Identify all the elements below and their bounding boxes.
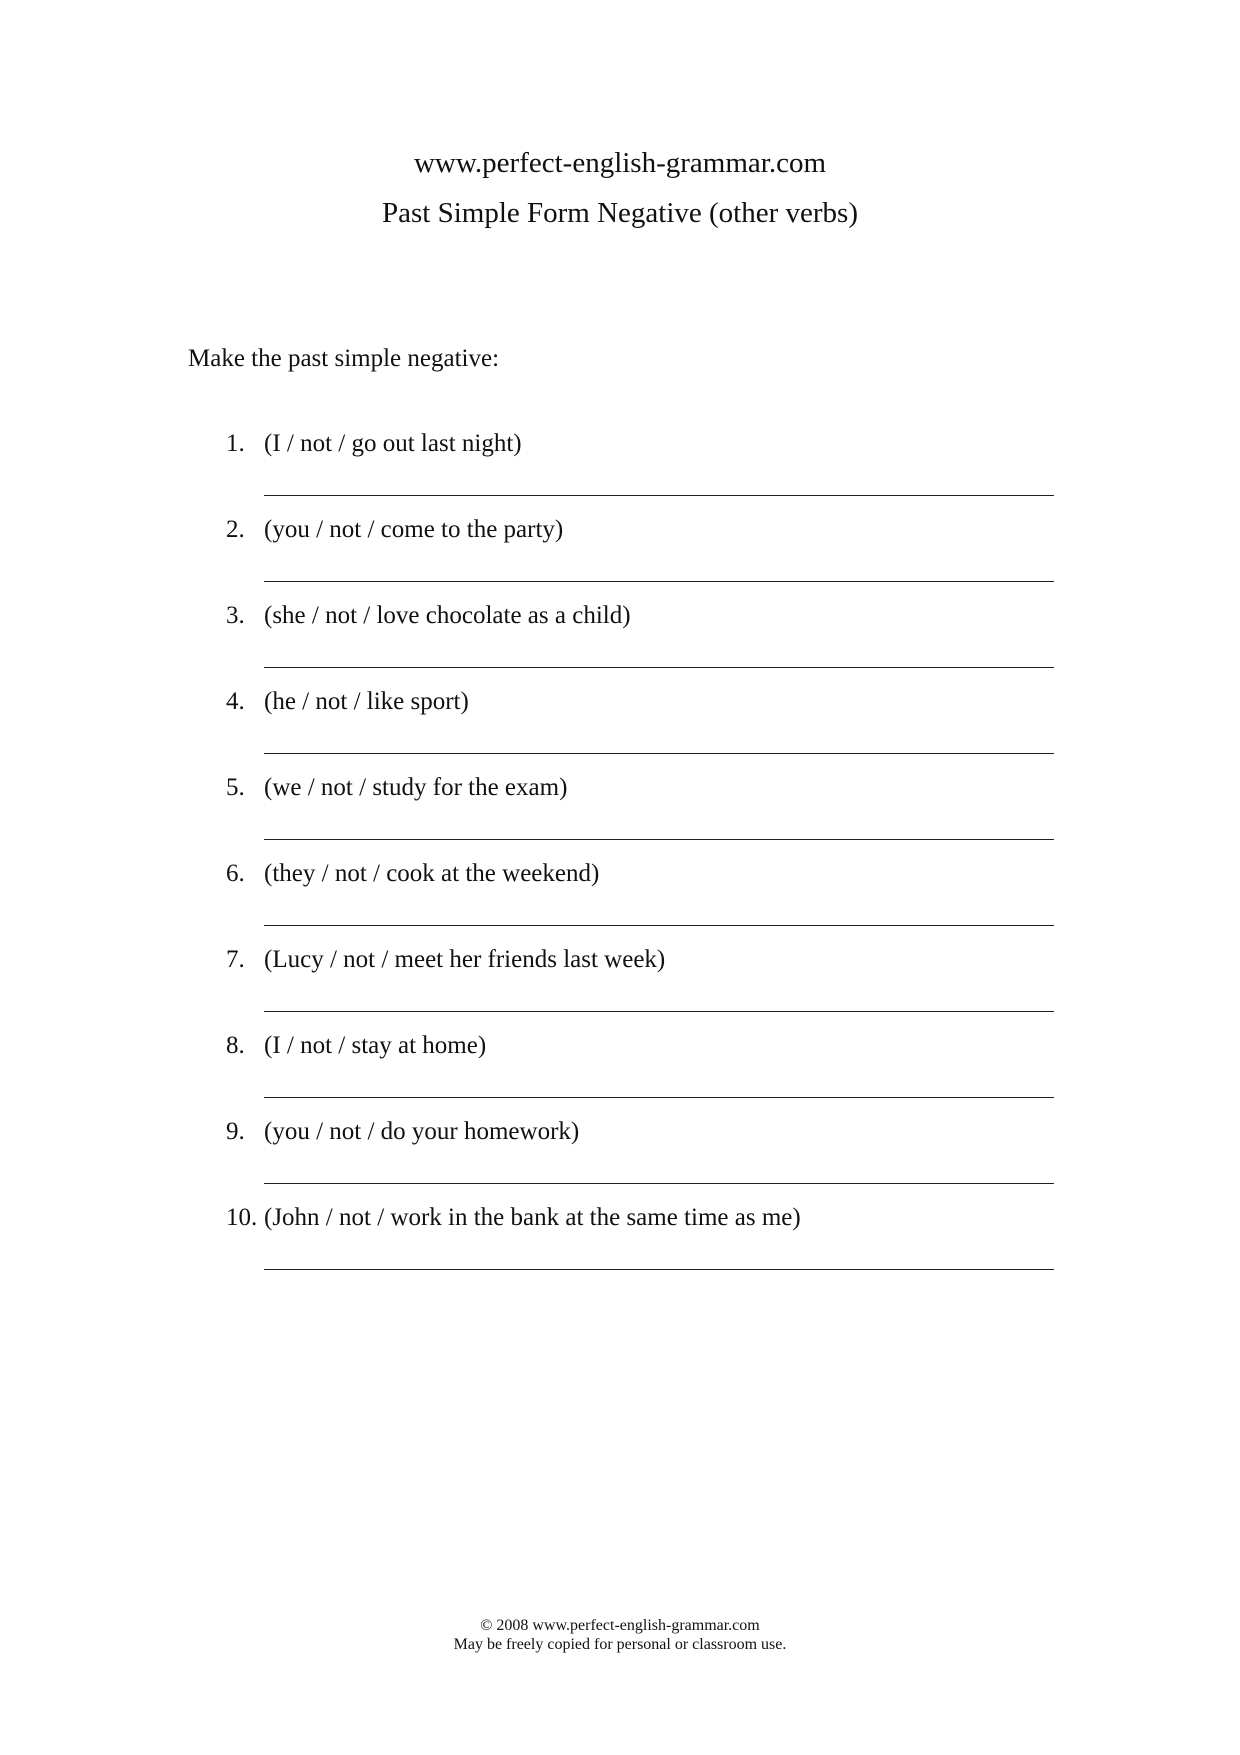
- answer-line[interactable]: [264, 839, 1054, 840]
- answer-line[interactable]: [264, 1011, 1054, 1012]
- page-title: Past Simple Form Negative (other verbs): [382, 197, 858, 229]
- exercise-prompt: (I / not / go out last night): [264, 430, 522, 457]
- exercise-number: 6.: [226, 860, 245, 887]
- exercise-number: 10.: [226, 1204, 258, 1231]
- exercise-number: 5.: [226, 774, 245, 801]
- exercise-number: 1.: [226, 430, 245, 457]
- exercise-prompt: (I / not / stay at home): [264, 1032, 487, 1059]
- exercise-prompt: (John / not / work in the bank at the same time as me): [264, 1204, 801, 1231]
- answer-line[interactable]: [264, 1097, 1054, 1098]
- answer-line[interactable]: [264, 925, 1054, 926]
- exercise-item: [0, 945, 1240, 1031]
- instructions: Make the past simple negative:: [188, 345, 500, 372]
- answer-line[interactable]: [264, 581, 1054, 582]
- exercise-item: [0, 601, 1240, 687]
- answer-line[interactable]: [264, 495, 1054, 496]
- exercise-number: 4.: [226, 688, 245, 715]
- exercise-prompt: (Lucy / not / meet her friends last week): [264, 946, 666, 973]
- answer-line[interactable]: [264, 667, 1054, 668]
- exercise-item: [0, 1203, 1240, 1289]
- answer-line[interactable]: [264, 1269, 1054, 1270]
- exercise-prompt: (you / not / do your homework): [264, 1118, 580, 1145]
- exercise-item: [0, 859, 1240, 945]
- exercise-number: 7.: [226, 946, 245, 973]
- exercise-item: [0, 1117, 1240, 1203]
- exercise-number: 9.: [226, 1118, 245, 1145]
- answer-line[interactable]: [264, 1183, 1054, 1184]
- exercise-item: [0, 429, 1240, 515]
- exercise-item: [0, 687, 1240, 773]
- exercise-item: [0, 515, 1240, 601]
- exercise-item: [0, 1031, 1240, 1117]
- exercise-item: [0, 773, 1240, 859]
- footer: [0, 1616, 1240, 1654]
- exercise-prompt: (he / not / like sport): [264, 688, 469, 715]
- exercise-number: 2.: [226, 516, 245, 543]
- license-text: May be freely copied for personal or classroom use.: [453, 1636, 787, 1653]
- exercise-number: 3.: [226, 602, 245, 629]
- site-url: www.perfect-english-grammar.com: [413, 147, 827, 179]
- copyright-text: © 2008 www.perfect-english-grammar.com: [480, 1617, 760, 1634]
- answer-line[interactable]: [264, 753, 1054, 754]
- exercise-prompt: (they / not / cook at the weekend): [264, 860, 600, 887]
- exercise-prompt: (we / not / study for the exam): [264, 774, 568, 801]
- exercise-prompt: (you / not / come to the party): [264, 516, 564, 543]
- exercise-prompt: (she / not / love chocolate as a child): [264, 602, 631, 629]
- exercise-number: 8.: [226, 1032, 245, 1059]
